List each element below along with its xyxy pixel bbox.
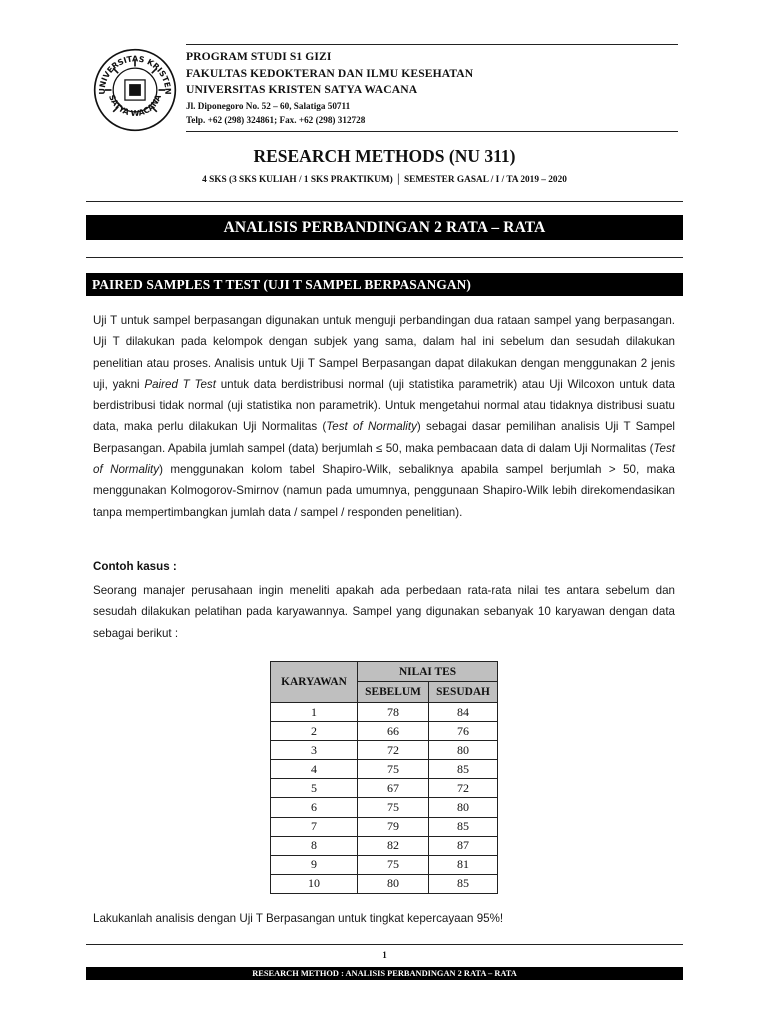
cell-before: 79	[358, 817, 429, 836]
table-row	[271, 874, 498, 893]
header-after: SESUDAH	[429, 682, 498, 703]
institution-header	[186, 49, 678, 127]
university-name: UNIVERSITAS KRISTEN SATYA WACANA	[186, 83, 418, 97]
table-row	[271, 817, 498, 836]
phone-line: Telp. +62 (298) 324861; Fax. +62 (298) 312728	[186, 114, 366, 125]
case-paragraph: Seorang manajer perusahaan ingin meneliti apakah ada perbedaan rata-rata nilai tes antara sebelum dan sesudah dilakukan pelatihan pada karyawannya. Sampel yang digunakan sebanyak 10 karyawan dengan data sebagai berikut :	[93, 584, 675, 640]
cell-before: 82	[358, 836, 429, 855]
case-heading: Contoh kasus :	[93, 560, 177, 573]
header-before: SEBELUM	[358, 682, 429, 703]
page-number: 1	[382, 950, 387, 960]
table-row	[271, 722, 498, 741]
cell-before: 67	[358, 779, 429, 798]
cell-before: 80	[358, 874, 429, 893]
table-row	[271, 855, 498, 874]
cell-before: 75	[358, 798, 429, 817]
faculty-name: FAKULTAS KEDOKTERAN DAN ILMU KESEHATAN	[186, 66, 474, 80]
cell-after: 80	[429, 741, 498, 760]
cell-before: 72	[358, 741, 429, 760]
section-title-banner: PAIRED SAMPLES T TEST (UJI T SAMPEL BERPASANGAN)	[86, 273, 683, 296]
cell-after: 85	[429, 817, 498, 836]
cell-after: 80	[429, 798, 498, 817]
cell-employee: 2	[271, 722, 358, 741]
cell-before: 66	[358, 722, 429, 741]
table-row	[271, 741, 498, 760]
intro-text-part-1: Uji T untuk sampel berpasangan digunakan untuk menguji perbandingan dua rataan sampel yang berpasangan. Uji T dilakukan pada kelompok dengan subjek yang sama, dalam hal ini sebelum dan sesudah dilakukan penelitian atau proses. Analisis untuk Uji T Sampel Berpasangan dapat dilakukan dengan menggunakan 2 jenis uji, yakni	[93, 314, 675, 391]
title-bottom-rule	[86, 257, 683, 258]
intro-text-part-3: ) sebagai dasar pemilihan analisis Uji T Sampel Berpasangan. Apabila jumlah sampel (data) berjumlah ≤ 50, maka pembacaan data di dalam Uji Normalitas (	[93, 420, 675, 455]
cell-after: 85	[429, 760, 498, 779]
intro-emphasis-1: Paired T Test	[144, 377, 216, 391]
address-line: Jl. Diponegoro No. 52 – 60, Salatiga 50711	[186, 100, 351, 111]
cell-before: 75	[358, 760, 429, 779]
cell-employee: 7	[271, 817, 358, 836]
university-logo	[93, 48, 177, 132]
intro-emphasis-2: Test of Normality	[326, 420, 417, 434]
cell-before: 75	[358, 855, 429, 874]
program-name: PROGRAM STUDI S1 GIZI	[186, 50, 332, 63]
intro-emphasis-3: Test of Normality	[93, 441, 675, 477]
table-row	[271, 798, 498, 817]
intro-text-part-2: untuk data berdistribusi normal (uji statistika parametrik) atau Uji Wilcoxon untuk data berdistribusi tidak normal (uji statistika non parametrik). Untuk mengetahui normal atau tidaknya distribusi suatu data, maka perlu dilakukan Uji Normalitas (	[93, 377, 675, 434]
title-top-rule	[86, 201, 683, 202]
course-subtitle: 4 SKS (3 SKS KULIAH / 1 SKS PRAKTIKUM) │ SEMESTER GASAL / I / TA 2019 – 2020	[202, 175, 567, 185]
course-title: RESEARCH METHODS (NU 311)	[253, 146, 516, 166]
cell-after: 72	[429, 779, 498, 798]
header-top-rule	[186, 44, 678, 45]
cell-employee: 10	[271, 874, 358, 893]
footer-rule	[86, 944, 683, 945]
intro-paragraph	[93, 310, 675, 523]
main-title-banner: ANALISIS PERBANDINGAN 2 RATA – RATA	[86, 215, 683, 240]
cell-after: 81	[429, 855, 498, 874]
cell-employee: 3	[271, 741, 358, 760]
cell-employee: 4	[271, 760, 358, 779]
cell-employee: 8	[271, 836, 358, 855]
table-row	[271, 760, 498, 779]
table-row	[271, 836, 498, 855]
table-row	[271, 779, 498, 798]
cell-employee: 6	[271, 798, 358, 817]
cell-employee: 1	[271, 703, 358, 722]
logo-text-bottom: SATYA WACANA	[107, 93, 164, 118]
closing-instruction: Lakukanlah analisis dengan Uji T Berpasangan untuk tingkat kepercayaan 95%!	[93, 912, 504, 925]
cell-after: 84	[429, 703, 498, 722]
test-score-table	[270, 661, 498, 894]
intro-text-part-4: ) menggunakan kolom tabel Shapiro-Wilk, sebaliknya apabila sampel berjumlah > 50, maka menggunakan Kolmogorov-Smirnov (namun pada umumnya, penggunaan Shapiro-Wilk lebih direkomendasikan tanpa mempertimbangkan jumlah data / sampel / responden penelitian).	[93, 463, 675, 519]
cell-after: 85	[429, 874, 498, 893]
cell-before: 78	[358, 703, 429, 722]
header-bottom-rule	[186, 131, 678, 132]
cell-after: 87	[429, 836, 498, 855]
cell-employee: 5	[271, 779, 358, 798]
footer-running-title: RESEARCH METHOD : ANALISIS PERBANDINGAN 2 RATA – RATA	[86, 967, 683, 980]
cell-after: 76	[429, 722, 498, 741]
table-row	[271, 703, 498, 722]
logo-text-top: UNIVERSITAS KRISTEN	[97, 54, 173, 95]
header-test-score: NILAI TES	[358, 662, 498, 682]
cell-employee: 9	[271, 855, 358, 874]
header-employee: KARYAWAN	[271, 662, 358, 703]
